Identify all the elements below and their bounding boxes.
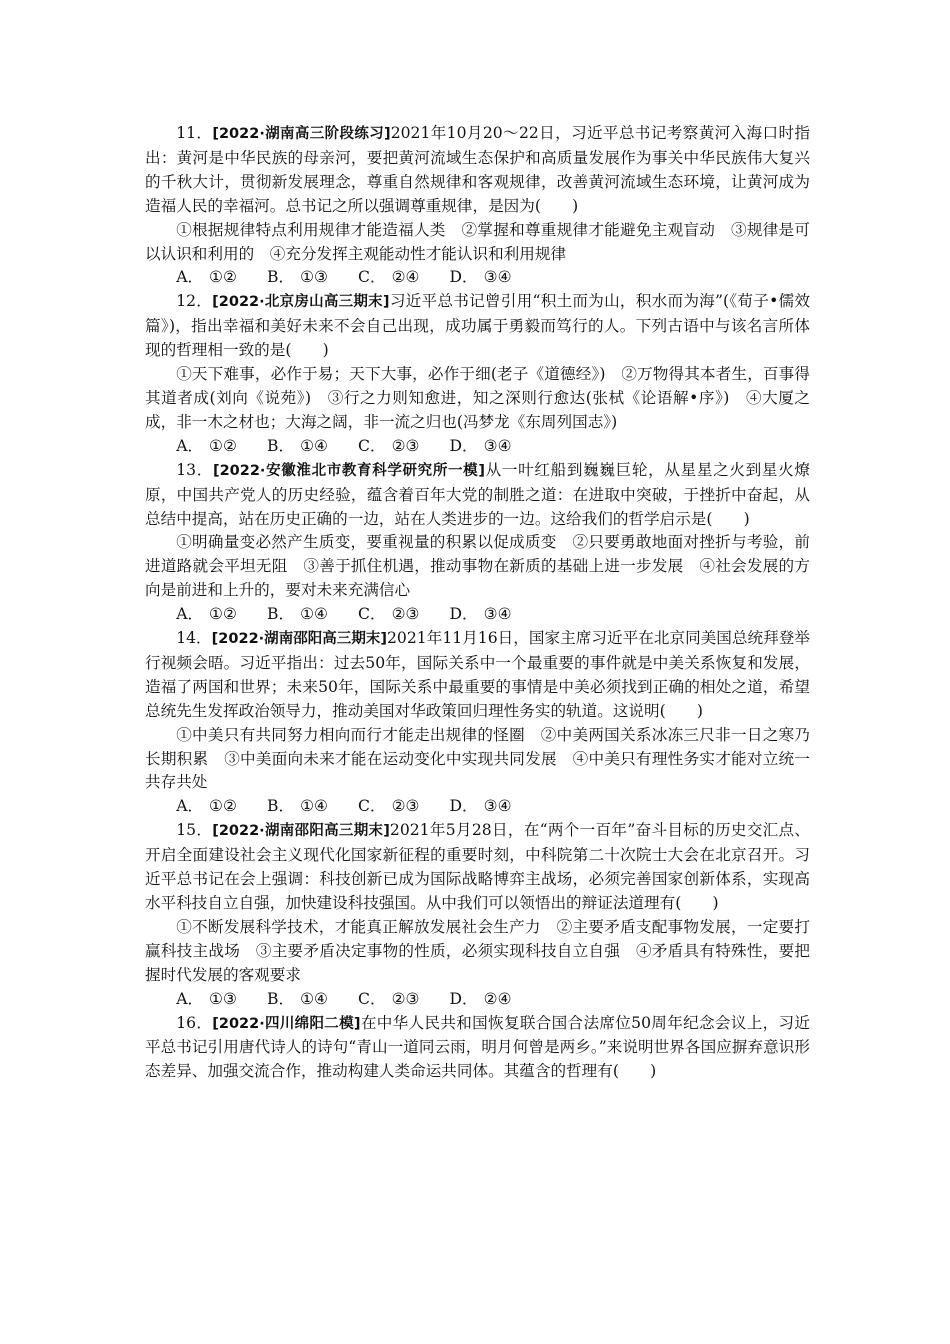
question-options (145, 435, 810, 459)
option-b: B． ①③ (267, 268, 329, 287)
question-stem: 13．[2022·安徽淮北市教育科学研究所一模]从一叶红船到巍巍巨轮，从星星之火到星火燎原，中国共产党人的历史经验，蕴含着百年大党的制胜之道：在进取中突破，于挫折中奋起，从总结中提高，站在历史正确的一边，站在人类进步的一边。这给我们的哲学启示是( ) (145, 460, 810, 528)
question-stem: 12．[2022·北京房山高三期末]习近平总书记曾引用“积土而为山，积水而为海”(《荀子•儒效篇》)，指出幸福和美好未来不会自己出现，成功属于勇毅而笃行的人。下列古语中与该名言所体现的哲理相一致的是( ) (145, 292, 810, 360)
question-stem: 11．[2022·湖南高三阶段练习]2021年10月20～22日，习近平总书记考察黄河入海口时指出：黄河是中华民族的母亲河，要把黄河流域生态保护和高质量发展作为事关中华民族伟大复兴的千秋大计，贯彻新发展理念，尊重自然规律和客观规律，改善黄河流域生态环境，让黄河成为造福人民的幸福河。总书记之所以强调尊重规律，是因为( ) (145, 124, 810, 215)
question-stem: 15．[2022·湖南邵阳高三期末]2021年5月28日，在“两个一百年”奋斗目标的历史交汇点、开启全面建设社会主义现代化国家新征程的重要时刻，中科院第二十次院士大会在北京召开。习近平总书记在会上强调：科技创新已成为国际战略博弈主战场，必须完善国家创新体系，实现高水平科技自立自强，加快建设科技强国。从中我们可以领悟出的辩证法道理有( ) (145, 821, 810, 912)
option-a: A． ①② (176, 436, 238, 455)
question-statements: ①天下难事，必作于易；天下大事，必作于细(老子《道德经》) ②万物得其本者生，百事得其道者成(刘向《说苑》) ③行之力则知愈进，知之深则行愈达(张栻《论语解•序》) ④大厦之成，非一木之材也；大海之阔，非一流之归也(冯梦龙《东周列国志》) (145, 365, 810, 431)
question-options (145, 795, 810, 819)
option-d: D． ③④ (449, 797, 512, 816)
question-options (145, 266, 810, 290)
option-d: D． ③④ (449, 605, 512, 624)
question-11 (145, 122, 810, 290)
question-source: [2022·湖南邵阳高三期末] (211, 631, 387, 648)
option-a: A． ①② (176, 605, 238, 624)
question-options (145, 603, 810, 627)
question-12 (145, 290, 810, 458)
question-source: [2022·北京房山高三期末] (212, 294, 390, 311)
option-c: C． ②③ (358, 797, 420, 816)
option-d: D． ②④ (449, 989, 512, 1008)
question-statements: ①不断发展科学技术，才能真正解放发展社会生产力 ②主要矛盾支配事物发展，一定要打赢科技主战场 ③主要矛盾决定事物的性质，必须实现科技自立自强 ④矛盾具有特殊性，要把握时代发展的客观要求 (145, 917, 810, 984)
question-stem: 14．[2022·湖南邵阳高三期末]2021年11月16日，国家主席习近平在北京同美国总统拜登举行视频会晤。习近平指出：过去50年，国际关系中一个最重要的事件就是中美关系恢复和发展，造福了两国和世界；未来50年，国际关系中最重要的事情是中美必须找到正确的相处之道，希望总统先生发挥政治领导力，推动美国对华政策回归理性务实的轨道。这说明( ) (145, 629, 810, 720)
option-b: B． ①④ (267, 605, 329, 624)
question-stem: 16．[2022·四川绵阳二模]在中华人民共和国恢复联合国合法席位50周年纪念会议上，习近平总书记引用唐代诗人的诗句“青山一道同云雨，明月何曾是两乡。”来说明世界各国应摒弃意识形态差异、加强交流合作，推动构建人类命运共同体。其蕴含的哲理有( ) (145, 1013, 811, 1081)
question-statements: ①中美只有共同努力相向而行才能走出规律的怪圈 ②中美两国关系冰冻三尺非一日之寒乃长期积累 ③中美面向未来才能在运动变化中实现共同发展 ④中美只有理性务实才能对立统一共存共处 (145, 725, 810, 792)
option-c: C． ②③ (358, 436, 420, 455)
question-15 (145, 819, 810, 1011)
question-13 (145, 459, 810, 627)
question-statements: ①根据规律特点利用规律才能造福人类 ②掌握和尊重规律才能避免主观盲动 ③规律是可以认识和利用的 ④充分发挥主观能动性才能认识和利用规律 (145, 220, 810, 263)
option-a: A． ①② (176, 797, 238, 816)
question-source: [2022·湖南邵阳高三期末] (212, 823, 390, 840)
option-a: A． ①② (176, 268, 238, 287)
option-d: D． ③④ (449, 268, 512, 287)
question-list (145, 122, 810, 1084)
question-statements: ①明确量变必然产生质变，要重视量的积累以促成质变 ②只要勇敢地面对挫折与考验，前进道路就会平坦无阻 ③善于抓住机遇，推动事物在新质的基础上进一步发展 ④社会发展的方向是前进和上升的，要对未来充满信心 (145, 533, 810, 600)
option-c: C． ②④ (358, 268, 420, 287)
option-b: B． ①④ (267, 797, 329, 816)
option-d: D． ③④ (449, 436, 512, 455)
question-options (145, 988, 810, 1012)
question-source: [2022·四川绵阳二模] (212, 1015, 361, 1032)
option-c: C． ②③ (358, 989, 420, 1008)
option-b: B． ①④ (267, 436, 329, 455)
question-14 (145, 627, 810, 819)
question-source: [2022·湖南高三阶段练习] (212, 126, 391, 142)
option-c: C． ②③ (358, 605, 420, 624)
question-16 (145, 1012, 810, 1085)
option-b: B． ①④ (267, 989, 329, 1008)
option-a: A． ①③ (176, 989, 238, 1008)
question-source: [2022·安徽淮北市教育科学研究所一模] (212, 462, 485, 479)
